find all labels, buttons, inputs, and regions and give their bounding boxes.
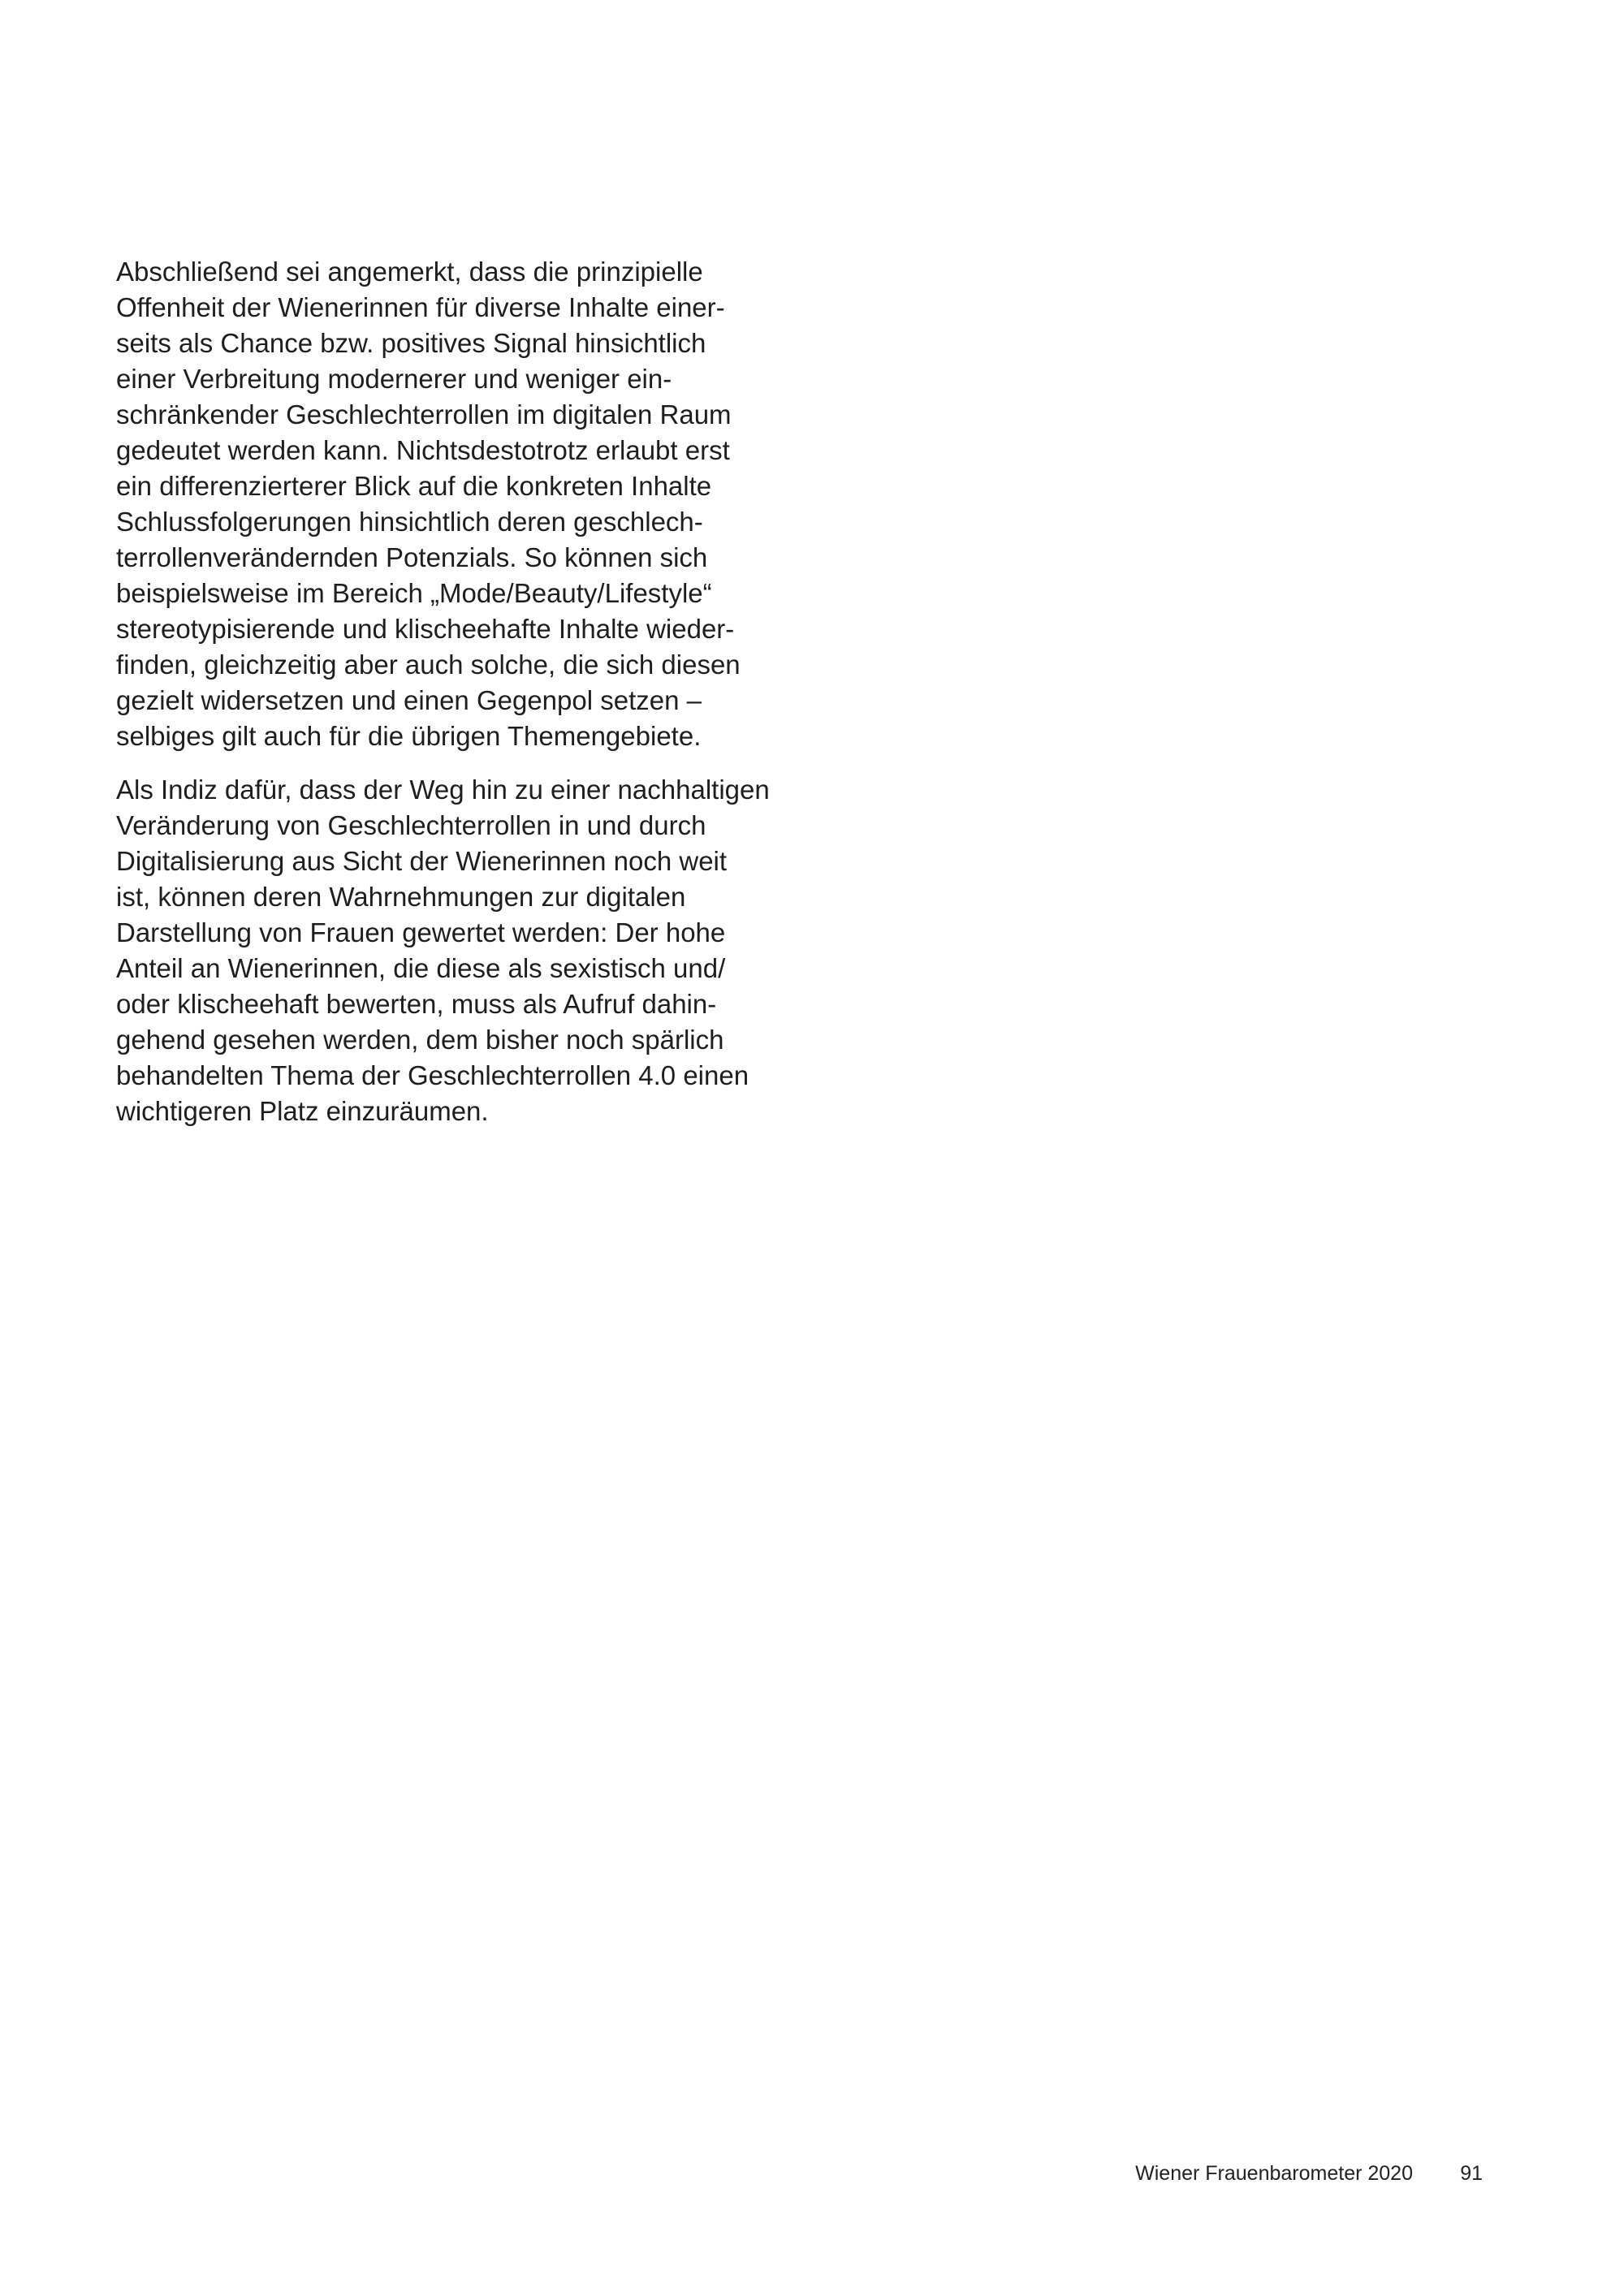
text-line: ist, können deren Wahrnehmungen zur digitalen [116, 882, 686, 912]
text-line: gehend gesehen werden, dem bisher noch spärlich [116, 1025, 724, 1055]
footer-publication-title: Wiener Frauenbarometer 2020 [1135, 2162, 1413, 2185]
body-text [116, 254, 831, 1147]
text-line: stereotypisierende und klischeehafte Inhalte wieder- [116, 614, 735, 644]
text-line: einer Verbreitung modernerer und weniger ein- [116, 364, 672, 394]
page-footer [1056, 2160, 1494, 2192]
text-line: Veränderung von Geschlechterrollen in und durch [116, 810, 706, 840]
text-line: seits als Chance bzw. positives Signal hinsichtlich [116, 328, 706, 358]
text-line: selbiges gilt auch für die übrigen Themengebiete. [116, 721, 702, 751]
page-number: 91 [1460, 2162, 1483, 2185]
text-line: gezielt widersetzen und einen Gegenpol setzen – [116, 685, 702, 715]
text-line: behandelten Thema der Geschlechterrollen 4.0 einen [116, 1060, 749, 1090]
text-line: Anteil an Wienerinnen, die diese als sexistisch und/ [116, 953, 726, 983]
text-line: Digitalisierung aus Sicht der Wienerinnen noch weit [116, 846, 728, 876]
text-line: beispielsweise im Bereich „Mode/Beauty/Lifestyle“ [116, 578, 712, 608]
text-line: oder klischeehaft bewerten, muss als Aufruf dahin- [116, 989, 717, 1019]
text-line: ein differenzierterer Blick auf die konkreten Inhalte [116, 471, 712, 501]
paragraph-indicator [116, 772, 831, 1129]
text-line: gedeutet werden kann. Nichtsdestotrotz erlaubt erst [116, 435, 730, 465]
text-line: Offenheit der Wienerinnen für diverse Inhalte einer- [116, 292, 725, 322]
text-line: terrollenverändernden Potenzials. So können sich [116, 542, 708, 572]
text-line: Schlussfolgerungen hinsichtlich deren geschlech- [116, 507, 703, 537]
text-line: finden, gleichzeitig aber auch solche, die sich diesen [116, 650, 741, 680]
text-line: wichtigeren Platz einzuräumen. [116, 1096, 489, 1126]
text-line: Als Indiz dafür, dass der Weg hin zu einer nachhaltigen [116, 775, 770, 805]
text-line: schränkender Geschlechterrollen im digitalen Raum [116, 399, 732, 429]
text-line: Abschließend sei angemerkt, dass die prinzipielle [116, 257, 703, 287]
text-line: Darstellung von Frauen gewertet werden: Der hohe [116, 917, 726, 947]
paragraph-conclusion [116, 254, 831, 754]
